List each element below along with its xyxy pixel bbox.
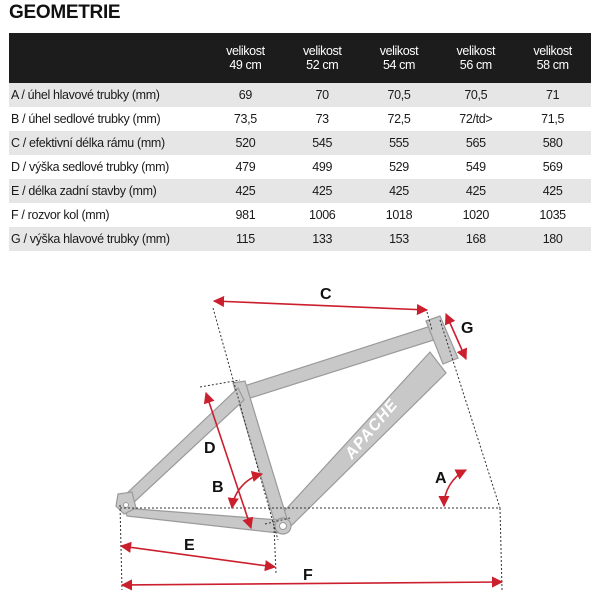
table-cell: 569 [514,155,591,179]
table-cell: 1035 [514,203,591,227]
table-cell: 520 [207,131,284,155]
page-title: GEOMETRIE [9,2,121,23]
table-cell: 70,5 [361,83,438,107]
table-cell: 133 [284,227,361,251]
row-label: G / výška hlavové trubky (mm) [9,227,207,251]
dimension-e [121,546,275,567]
table-cell: 70,5 [437,83,514,107]
table-cell: 425 [207,179,284,203]
column-header: velikost 58 cm [514,33,591,83]
geometry-table [9,33,591,251]
label-f: F [303,567,313,584]
table-cell: 425 [361,179,438,203]
table-cell: 565 [437,131,514,155]
table-row [9,131,591,155]
table-cell: 73,5 [207,107,284,131]
table-row [9,155,591,179]
dimension-a [444,470,466,506]
table-header-row [9,33,591,83]
table-cell: 180 [514,227,591,251]
column-header: velikost 54 cm [361,33,438,83]
seat-stay [124,388,244,505]
table-cell: 479 [207,155,284,179]
table-cell: 1018 [361,203,438,227]
row-label: E / délka zadní stavby (mm) [9,179,207,203]
bike-frame [116,316,458,534]
column-header: velikost 49 cm [207,33,284,83]
table-cell: 549 [437,155,514,179]
row-label: F / rozvor kol (mm) [9,203,207,227]
table-cell: 529 [361,155,438,179]
table-cell: 425 [437,179,514,203]
table-cell: 425 [514,179,591,203]
table-row [9,203,591,227]
table-cell: 72/td> [437,107,514,131]
label-a: A [435,470,447,487]
frame-brand-logo: APACHE [342,396,402,463]
label-b: B [212,479,224,496]
row-label: C / efektivní délka rámu (mm) [9,131,207,155]
table-cell: 153 [361,227,438,251]
table-cell: 70 [284,83,361,107]
table-cell: 1020 [437,203,514,227]
table-cell: 71 [514,83,591,107]
table-row [9,83,591,107]
dimension-b [232,474,262,508]
label-g: G [461,320,474,337]
table-cell: 545 [284,131,361,155]
table-cell: 580 [514,131,591,155]
table-cell: 72,5 [361,107,438,131]
table-cell: 981 [207,203,284,227]
table-cell: 69 [207,83,284,107]
column-header: velikost 52 cm [284,33,361,83]
table-cell: 1006 [284,203,361,227]
label-c: C [320,286,332,303]
row-label: A / úhel hlavové trubky (mm) [9,83,207,107]
table-cell: 425 [284,179,361,203]
header-corner [9,33,207,83]
row-label: B / úhel sedlové trubky (mm) [9,107,207,131]
chain-stay [124,508,279,533]
column-header: velikost 56 cm [437,33,514,83]
table-cell: 168 [437,227,514,251]
table-cell: 499 [284,155,361,179]
table-cell: 73 [284,107,361,131]
label-e: E [184,537,195,554]
table-row [9,107,591,131]
table-row [9,179,591,203]
table-cell: 555 [361,131,438,155]
label-d: D [204,440,216,457]
table-cell: 115 [207,227,284,251]
table-row [9,227,591,251]
frame-geometry-diagram [0,276,600,596]
row-label: D / výška sedlové trubky (mm) [9,155,207,179]
table-cell: 71,5 [514,107,591,131]
